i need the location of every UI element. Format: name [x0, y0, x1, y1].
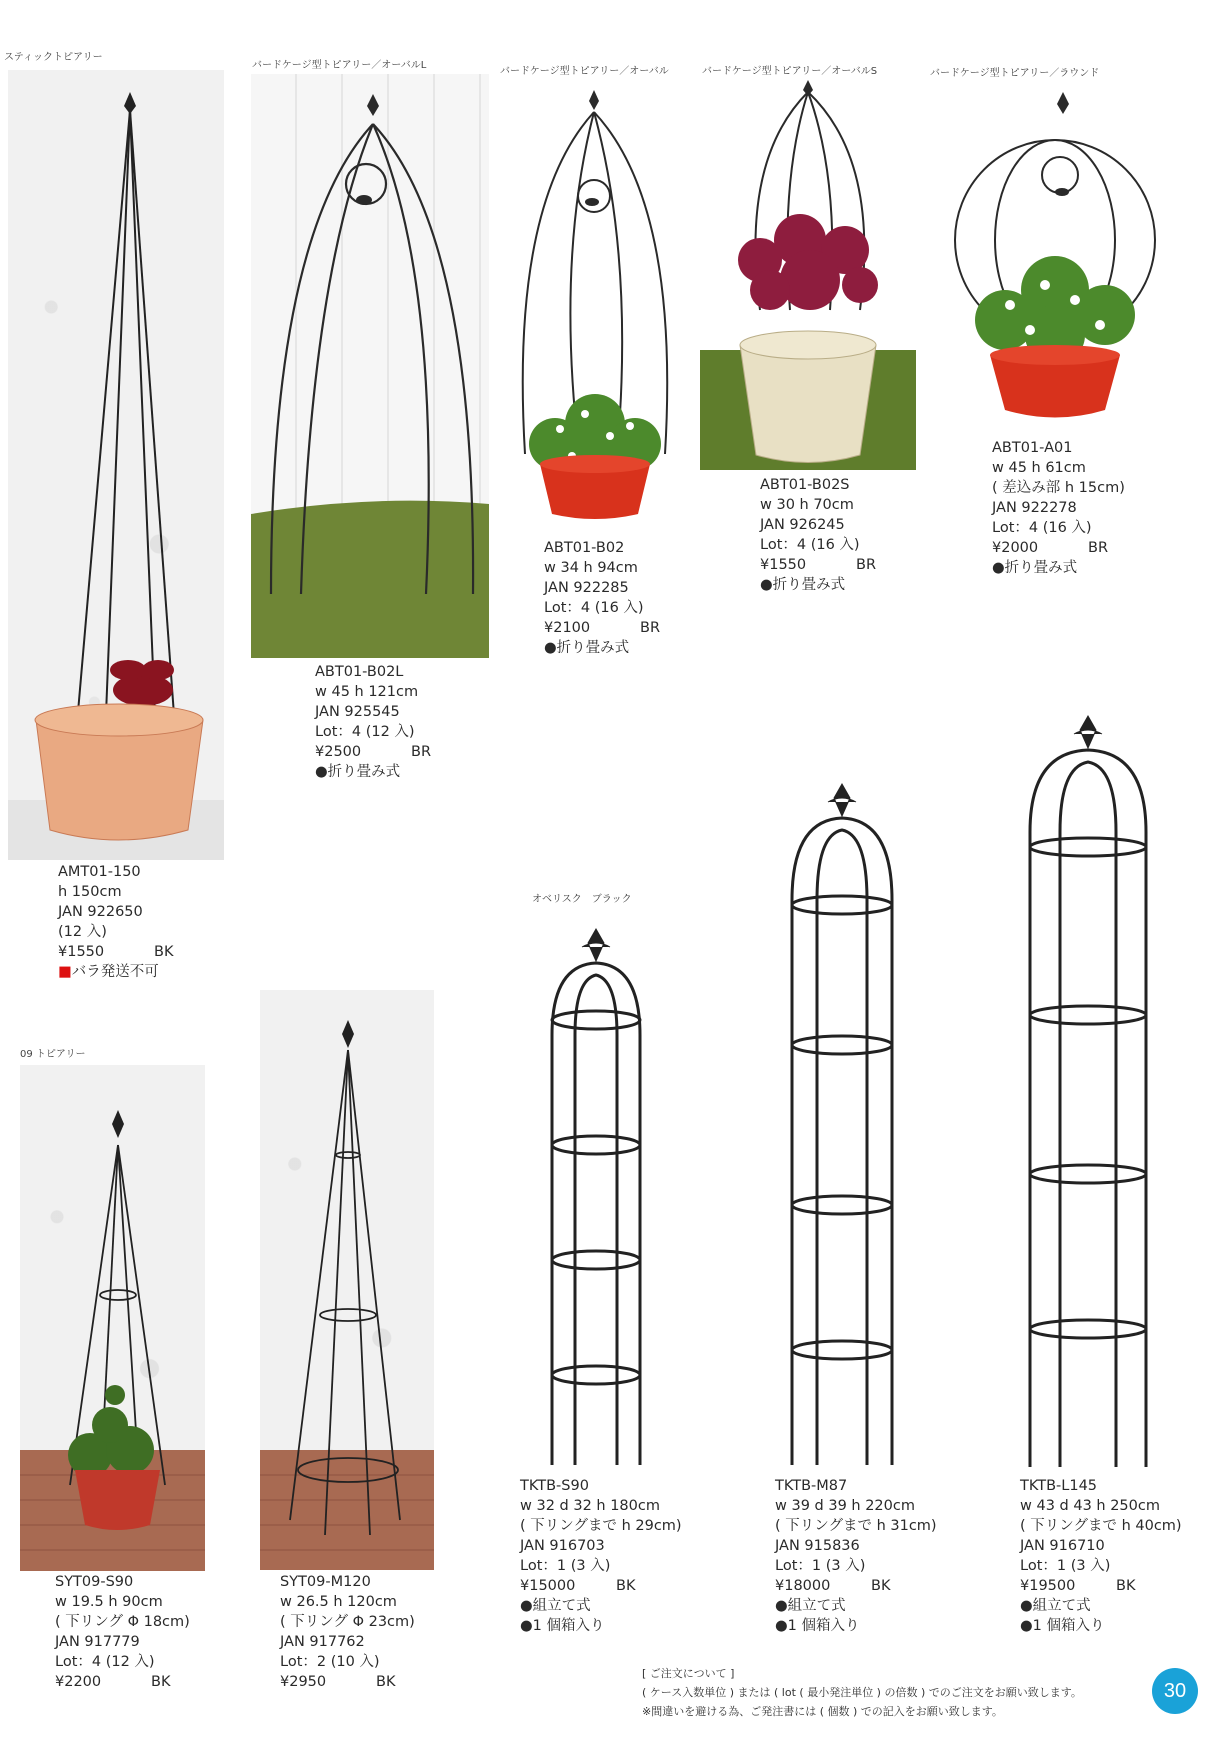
product-jan: JAN 925545	[315, 704, 400, 720]
product-note: バラ発送不可	[71, 964, 159, 980]
product-price: ¥18000	[775, 1578, 831, 1594]
product-color: BK	[151, 1674, 171, 1690]
product-info-amt01	[58, 862, 173, 982]
product-note: ●折り畳み式	[544, 640, 630, 656]
product-code: TKTB-L145	[1020, 1478, 1098, 1494]
bird-icon	[585, 198, 599, 206]
tktb-l145-image	[1024, 712, 1152, 1472]
section-title-topiary09: 09 トピアリー	[20, 1049, 86, 1060]
product-sub: ( 下リングまで h 29cm)	[520, 1518, 682, 1534]
product-lot: Lot：1 (3 入)	[1020, 1558, 1111, 1574]
finial-icon	[589, 90, 599, 110]
product-note: ●折り畳み式	[760, 577, 846, 593]
product-info-tktb-l145	[1020, 1476, 1182, 1636]
product-price: ¥2100	[544, 620, 591, 636]
product-size: w 19.5 h 90cm	[55, 1594, 163, 1610]
product-code: ABT01-A01	[992, 440, 1073, 456]
finial-icon	[828, 784, 856, 816]
product-info-syt09-s90	[55, 1572, 190, 1692]
product-size: w 45 h 121cm	[315, 684, 419, 700]
product-price: ¥1550	[58, 944, 105, 960]
product-info-abt01-b02	[544, 538, 660, 658]
product-lot: Lot：4 (12 入)	[315, 724, 415, 740]
product-note-assembly: ●組立て式	[1020, 1598, 1091, 1614]
square-bullet-icon: ■	[58, 964, 72, 980]
section-title-oval: バードケージ型トピアリー／オーバル	[500, 66, 669, 77]
product-code: AMT01-150	[58, 864, 141, 880]
order-note	[642, 1664, 1082, 1721]
product-size: w 32 d 32 h 180cm	[520, 1498, 660, 1514]
product-lot: Lot：4 (16 入)	[760, 537, 860, 553]
syt09-s90-photo	[20, 1065, 205, 1571]
product-size: w 45 h 61cm	[992, 460, 1086, 476]
section-title-oval-s: バードケージ型トピアリー／オーバルS	[702, 66, 878, 77]
product-jan: JAN 916703	[520, 1538, 605, 1554]
syt09-m120-photo	[260, 990, 434, 1570]
product-lot: Lot：1 (3 入)	[775, 1558, 866, 1574]
product-sub: ( 差込み部 h 15cm)	[992, 480, 1125, 496]
product-jan: JAN 922650	[58, 904, 143, 920]
product-color: BR	[411, 744, 432, 760]
product-code: TKTB-S90	[520, 1478, 589, 1494]
product-price: ¥2950	[280, 1674, 327, 1690]
product-lot: Lot：2 (10 入)	[280, 1654, 380, 1670]
product-price: ¥2000	[992, 540, 1039, 556]
product-info-syt09-m120	[280, 1572, 415, 1692]
product-note-boxed: ●1 個箱入り	[775, 1618, 860, 1634]
section-title-stick: スティックトピアリー	[4, 52, 103, 63]
product-size: w 34 h 94cm	[544, 560, 638, 576]
product-note: ●折り畳み式	[315, 764, 401, 780]
product-color: BK	[871, 1578, 891, 1594]
product-color: BK	[376, 1674, 396, 1690]
order-note-line1: ( ケース入数単位 ) または ( lot ( 最小発注単位 ) の倍数 ) でのご注文をお願い致します。	[642, 1686, 1082, 1699]
product-note: ●折り畳み式	[992, 560, 1078, 576]
product-size: w 39 d 39 h 220cm	[775, 1498, 915, 1514]
product-size: w 26.5 h 120cm	[280, 1594, 397, 1610]
product-info-abt01-b02l	[315, 662, 431, 782]
product-note-assembly: ●組立て式	[520, 1598, 591, 1614]
product-price: ¥19500	[1020, 1578, 1076, 1594]
product-color: BR	[640, 620, 661, 636]
product-jan: JAN 922278	[992, 500, 1077, 516]
product-lot: Lot：4 (12 入)	[55, 1654, 155, 1670]
bird-icon	[1055, 188, 1069, 196]
product-code: ABT01-B02S	[760, 477, 850, 493]
finial-icon	[1074, 716, 1102, 748]
section-title-round: バードケージ型トピアリー／ラウンド	[930, 68, 1100, 79]
product-color: BK	[616, 1578, 636, 1594]
product-lot: Lot：1 (3 入)	[520, 1558, 611, 1574]
finial-icon	[1057, 92, 1069, 114]
product-size: h 150cm	[58, 884, 122, 900]
product-note-boxed: ●1 個箱入り	[1020, 1618, 1105, 1634]
product-jan: JAN 922285	[544, 580, 629, 596]
product-sub: ( 下リングまで h 40cm)	[1020, 1518, 1182, 1534]
product-jan: JAN 916710	[1020, 1538, 1105, 1554]
finial-icon	[803, 80, 813, 96]
section-title-oval-l: バードケージ型トピアリー／オーバルL	[252, 60, 427, 71]
bird-icon	[356, 195, 372, 205]
product-sub: ( 下リング Φ 18cm)	[55, 1614, 190, 1630]
product-color: BR	[856, 557, 877, 573]
finial-icon	[367, 94, 379, 116]
product-price: ¥2200	[55, 1674, 102, 1690]
product-lot: Lot：4 (16 入)	[544, 600, 644, 616]
product-note-assembly: ●組立て式	[775, 1598, 846, 1614]
page-number-badge: 30	[1152, 1668, 1198, 1714]
stick-topiary-photo	[8, 70, 224, 860]
order-note-heading: [ ご注文について ]	[642, 1667, 735, 1680]
finial-icon	[582, 929, 610, 961]
product-code: ABT01-B02	[544, 540, 625, 556]
product-color: BK	[1116, 1578, 1136, 1594]
product-lot: (12 入)	[58, 924, 107, 940]
product-size: w 30 h 70cm	[760, 497, 854, 513]
finial-icon	[342, 1020, 354, 1048]
tktb-s90-image	[540, 925, 650, 1470]
product-code: ABT01-B02L	[315, 664, 404, 680]
product-info-abt01-a01	[992, 438, 1125, 578]
tktb-m87-image	[782, 780, 902, 1470]
product-code: SYT09-M120	[280, 1574, 371, 1590]
product-sub: ( 下リング Φ 23cm)	[280, 1614, 415, 1630]
oval-topiary-photo	[500, 84, 682, 524]
product-info-tktb-m87	[775, 1476, 937, 1636]
product-code: TKTB-M87	[775, 1478, 848, 1494]
product-price: ¥1550	[760, 557, 807, 573]
product-jan: JAN 915836	[775, 1538, 860, 1554]
product-jan: JAN 917779	[55, 1634, 140, 1650]
oval-s-topiary-photo	[700, 80, 916, 470]
product-color: BK	[154, 944, 174, 960]
round-topiary-photo	[950, 90, 1160, 422]
product-jan: JAN 926245	[760, 517, 845, 533]
product-code: SYT09-S90	[55, 1574, 134, 1590]
product-price: ¥15000	[520, 1578, 576, 1594]
product-sub: ( 下リングまで h 31cm)	[775, 1518, 937, 1534]
product-info-abt01-b02s	[760, 475, 876, 595]
oval-l-topiary-photo	[251, 74, 489, 658]
product-note-boxed: ●1 個箱入り	[520, 1618, 605, 1634]
section-title-obelisk: オベリスク ブラック	[532, 894, 632, 905]
product-info-tktb-s90	[520, 1476, 682, 1636]
product-size: w 43 d 43 h 250cm	[1020, 1498, 1160, 1514]
order-note-line2: ※間違いを避ける為、ご発注書には ( 個数 ) での記入をお願い致します。	[642, 1705, 1003, 1718]
product-price: ¥2500	[315, 744, 362, 760]
finial-icon	[124, 92, 136, 114]
product-lot: Lot：4 (16 入)	[992, 520, 1092, 536]
product-color: BR	[1088, 540, 1109, 556]
product-jan: JAN 917762	[280, 1634, 365, 1650]
finial-icon	[112, 1110, 124, 1138]
